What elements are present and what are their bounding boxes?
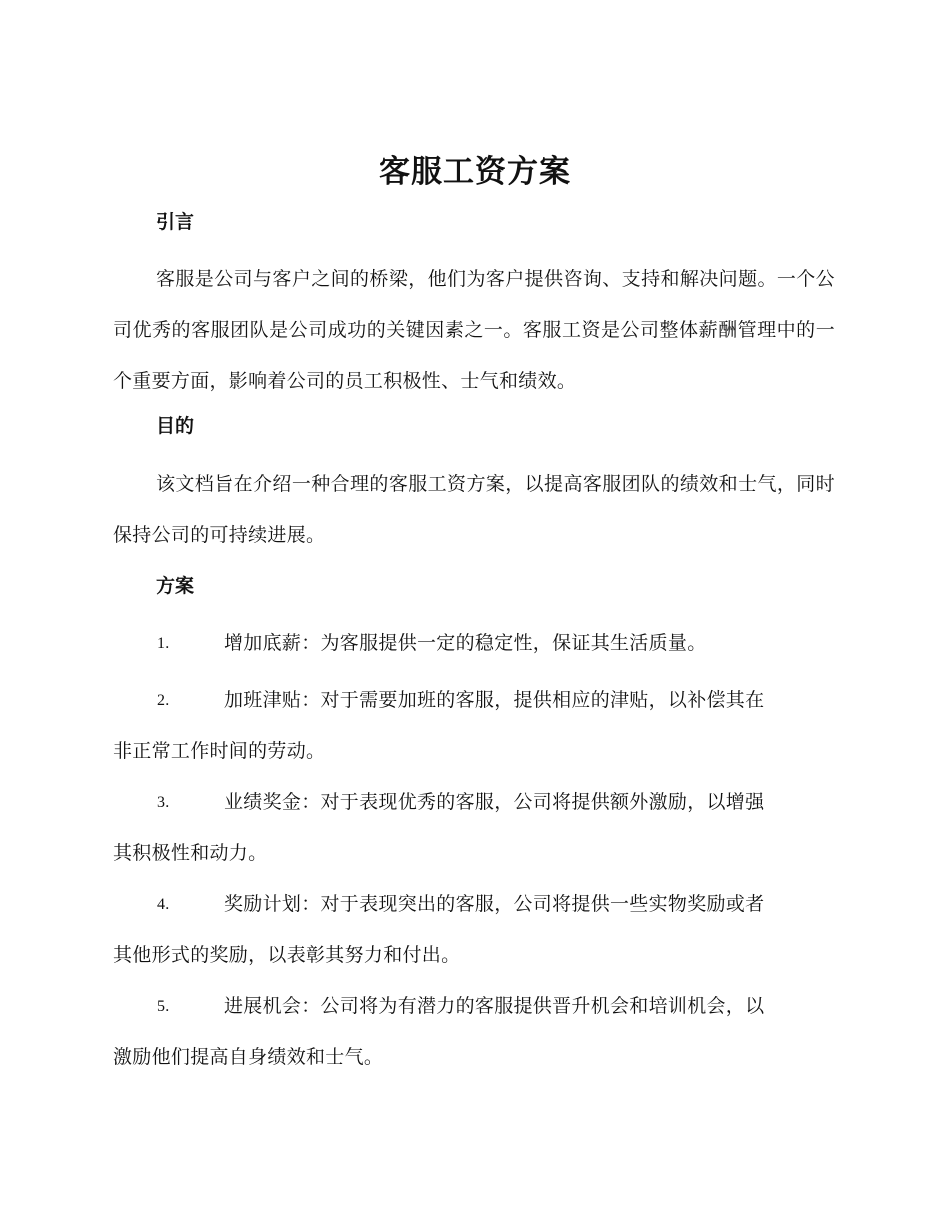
plan-item-text: 业绩奖金：对于表现优秀的客服，公司将提供额外激励，以增强 [224,791,765,813]
plan-item-continuation: 其他形式的奖励，以表彰其努力和付出。 [113,944,461,966]
plan-item-text: 进展机会：公司将为有潜力的客服提供晋升机会和培训机会，以 [224,995,765,1017]
section-paragraph-purpose: 该文档旨在介绍一种合理的客服工资方案，以提高客服团队的绩效和士气，同时保持公司的可持续进展。 [113,473,835,546]
document-title: 客服工资方案 [379,154,571,190]
plan-item-number: 5. [157,998,170,1015]
plan-item-text: 加班津贴：对于需要加班的客服，提供相应的津贴，以补偿其在 [224,689,765,711]
plan-item-continuation: 其积极性和动力。 [113,842,268,864]
plan-item [113,777,835,879]
plan-item-continuation: 激励他们提高自身绩效和士气。 [113,1046,384,1068]
section-heading-intro: 引言 [156,211,195,233]
plan-item-number: 1. [157,635,170,652]
plan-item [113,879,835,981]
plan-item [113,675,835,777]
plan-item-text: 增加底薪：为客服提供一定的稳定性，保证其生活质量。 [224,632,707,654]
section-heading-plan: 方案 [156,575,195,597]
plan-item-continuation: 非正常工作时间的劳动。 [113,740,326,762]
plan-item-number: 2. [157,692,170,709]
plan-item [113,981,835,1083]
plan-item-number: 4. [157,896,170,913]
plan-item-number: 3. [157,794,170,811]
section-heading-purpose: 目的 [156,415,195,437]
plan-item [113,618,835,669]
section-paragraph-intro: 客服是公司与客户之间的桥梁，他们为客户提供咨询、支持和解决问题。一个公司优秀的客服团队是公司成功的关键因素之一。客服工资是公司整体薪酬管理中的一个重要方面，影响着公司的员工积极性、士气和绩效。 [113,268,835,392]
plan-item-text: 奖励计划：对于表现突出的客服，公司将提供一些实物奖励或者 [224,893,765,915]
